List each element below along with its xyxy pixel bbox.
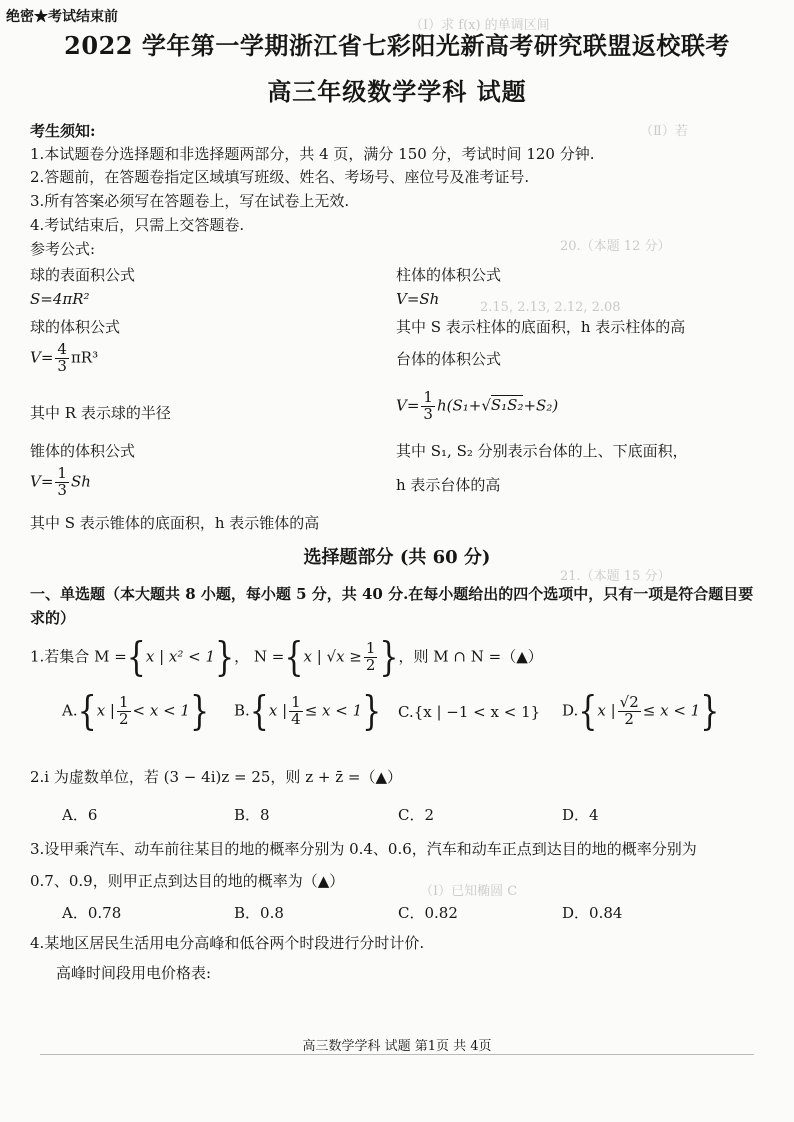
q1-option-d: D.{x | $\frac{√2}{2}$ ≤ x < 1} (562, 687, 720, 736)
q2-option-a: A．6 (62, 806, 98, 824)
footer-divider (40, 1054, 754, 1055)
notice-item: 4.考试结束后，只需上交答题卷. (30, 216, 245, 234)
frustum-volume-formula: V= $\frac{1}{3}$ h(S₁+√S₁S₂+S₂) (396, 388, 559, 423)
bleed-through-text: （Ⅰ）已知椭圆 C (420, 884, 518, 899)
frustum-note-2: h 表示台体的高 (396, 476, 501, 494)
part-heading: 一、单选题（本大题共 8 小题，每小题 5 分，共 40 分.在每小题给出的四个选项中，只有一项是符合题目要求的） (30, 585, 754, 627)
sphere-volume-formula: V= $\frac{4}{3}$ πR³ (30, 340, 99, 375)
sphere-area-label: 球的表面积公式 (30, 266, 136, 284)
q1-option-c: C.{x | −1 < x < 1} (398, 703, 541, 721)
sphere-volume-label: 球的体积公式 (30, 318, 121, 336)
formulas-heading: 参考公式: (30, 240, 96, 258)
bleed-through-text: （Ⅰ）求 f(x) 的单调区间 (410, 18, 550, 33)
exam-title: 2022 学年第一学期浙江省七彩阳光新高考研究联盟返校联考 (64, 31, 730, 60)
section-title: 选择题部分 (共 60 分) (303, 547, 491, 568)
prism-note: 其中 S 表示柱体的底面积，h 表示柱体的高 (396, 318, 686, 336)
notice-item: 1.本试题卷分选择题和非选择题两部分，共 4 页，满分 150 分，考试时间 120 分钟. (30, 145, 595, 163)
q2-stem: 2.i 为虚数单位，若 (3 − 4i)z = 25，则 z + z̄ =（▲） (30, 768, 402, 786)
q1-option-a: A.{x | $\frac{1}{2}$ < x < 1} (62, 687, 210, 736)
bleed-through-text: 2.15, 2.13, 2.12, 2.08 (480, 300, 621, 315)
frustum-volume-label: 台体的体积公式 (396, 350, 502, 368)
sphere-area-formula: S=4πR² (30, 290, 90, 308)
q2-option-c: C．2 (398, 806, 435, 824)
q3-option-d: D．0.84 (562, 904, 623, 922)
q2-option-d: D．4 (562, 806, 599, 824)
q4-subheading: 高峰时间段用电价格表: (56, 964, 212, 982)
page-footer: 高三数学学科 试题 第1页 共 4页 (302, 1039, 492, 1054)
sphere-note: 其中 R 表示球的半径 (30, 404, 171, 422)
prism-volume-formula: V=Sh (396, 290, 440, 308)
q2-option-b: B．8 (234, 806, 270, 824)
cone-note: 其中 S 表示锥体的底面积，h 表示锥体的高 (30, 514, 320, 532)
q1-stem: 1.若集合 M ={x | x² < 1}， N ={x | √x ≥ $\frac{1}{2}$ }，则 M ∩ N =（▲） (30, 633, 543, 682)
bleed-through-text: （Ⅱ）若 (640, 124, 688, 139)
cone-volume-label: 锥体的体积公式 (30, 442, 136, 460)
prism-volume-label: 柱体的体积公式 (396, 266, 502, 284)
q3-stem-line2: 0.7、0.9，则甲正点到达目的地的概率为（▲） (30, 872, 345, 890)
q4-stem: 4.某地区居民生活用电分高峰和低谷两个时段进行分时计价. (30, 934, 425, 952)
exam-subtitle: 高三年级数学学科 试题 (267, 77, 527, 106)
frustum-note: 其中 S₁, S₂ 分别表示台体的上、下底面积， (396, 442, 688, 460)
notice-heading: 考生须知: (30, 122, 96, 140)
q3-option-c: C．0.82 (398, 904, 458, 922)
q1-option-b: B.{x | $\frac{1}{4}$ ≤ x < 1} (234, 687, 382, 736)
notice-item: 2.答题前，在答题卷指定区域填写班级、姓名、考场号、座位号及准考证号. (30, 168, 530, 186)
notice-item: 3.所有答案必须写在答题卷上，写在试卷上无效. (30, 192, 350, 210)
q3-option-a: A．0.78 (62, 904, 122, 922)
q3-stem-line1: 3.设甲乘汽车、动车前往某目的地的概率分别为 0.4、0.6，汽车和动车正点到达目的地的概率分别为 (30, 840, 697, 858)
q3-option-b: B．0.8 (234, 904, 284, 922)
cone-volume-formula: V= $\frac{1}{3}$ Sh (30, 464, 91, 499)
confidential-label: 绝密★考试结束前 (6, 9, 118, 25)
bleed-through-text: 20.（本题 12 分） (560, 239, 671, 254)
bleed-through-text: 21.（本题 15 分） (560, 569, 671, 584)
